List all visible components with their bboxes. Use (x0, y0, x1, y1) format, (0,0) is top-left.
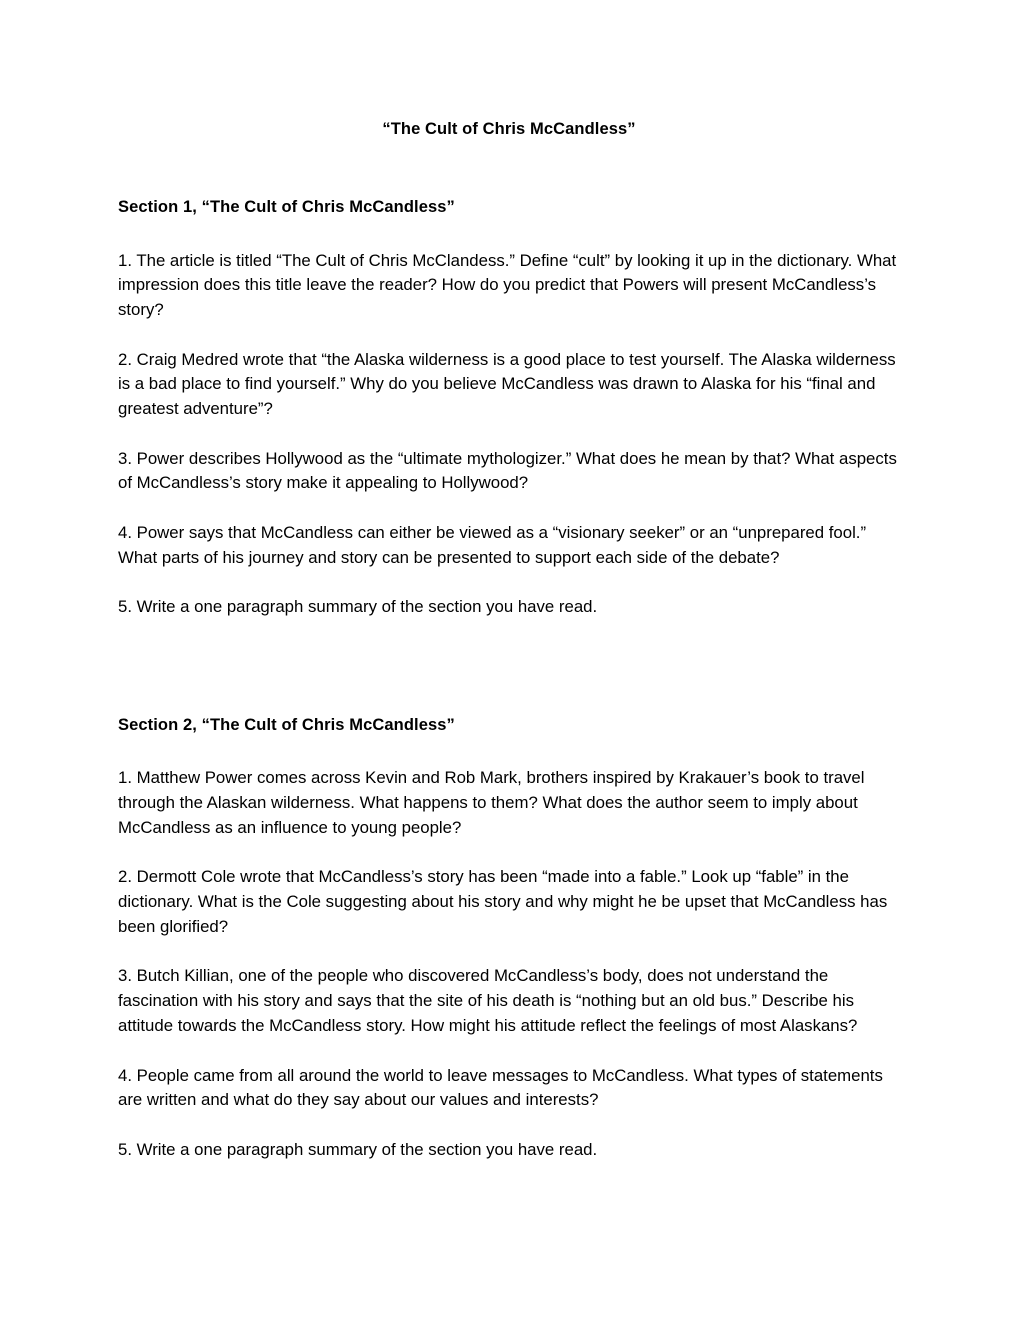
page-title: “The Cult of Chris McCandless” (382, 120, 636, 138)
section-1-question-1: 1. The article is titled “The Cult of Chris McClandess.” Define “cult” by looking it up in the dictionary. What impression does this title leave the reader? How do you predict that Powers will present McCandless’s story? (118, 250, 897, 319)
section-1-question-2: 2. Craig Medred wrote that “the Alaska wilderness is a good place to test yourself. The Alaska wilderness is a bad place to find yourself.” Why do you believe McCandless was drawn to Alaska for his “final and greatest adventure”? (118, 349, 896, 418)
section-1-question-5: 5. Write a one paragraph summary of the section you have read. (118, 597, 598, 617)
section-1-question-3: 3. Power describes Hollywood as the “ultimate mythologizer.” What does he mean by that? What aspects of McCandless’s story make it appealing to Hollywood? (118, 448, 897, 493)
section-2-question-5: 5. Write a one paragraph summary of the section you have read. (118, 1139, 598, 1159)
section-2-question-1: 1. Matthew Power comes across Kevin and Rob Mark, brothers inspired by Krakauer’s book to travel through the Alaskan wilderness. What happens to them? What does the author seem to imply about McCandless as an influence to young people? (118, 768, 865, 837)
section-divider-space (118, 620, 900, 714)
section-2-heading: Section 2, “The Cult of Chris McCandless” (118, 716, 455, 735)
section-2-question-4: 4. People came from all around the world to leave messages to McCandless. What types of statements are written and what do they say about our values and interests? (118, 1065, 883, 1110)
section-1 (118, 196, 900, 620)
section-2 (118, 714, 900, 1163)
section-1-question-4: 4. Power says that McCandless can either be viewed as a “visionary seeker” or an “unprepared fool.” What parts of his journey and story can be presented to support each side of the debate? (118, 523, 867, 567)
section-2-question-2: 2. Dermott Cole wrote that McCandless’s story has been “made into a fable.” Look up “fable” in the dictionary. What is the Cole suggesting about his story and why might he be upset that McCandless has been glorified? (118, 867, 888, 936)
section-1-heading: Section 1, “The Cult of Chris McCandless” (118, 198, 455, 217)
section-2-question-3: 3. Butch Killian, one of the people who discovered McCandless’s body, does not understand the fascination with his story and says that the site of his death is “nothing but an old bus.” Describe his attitude towards the McCandless story. How might his attitude reflect the feelings of most Alaskans? (118, 966, 858, 1035)
